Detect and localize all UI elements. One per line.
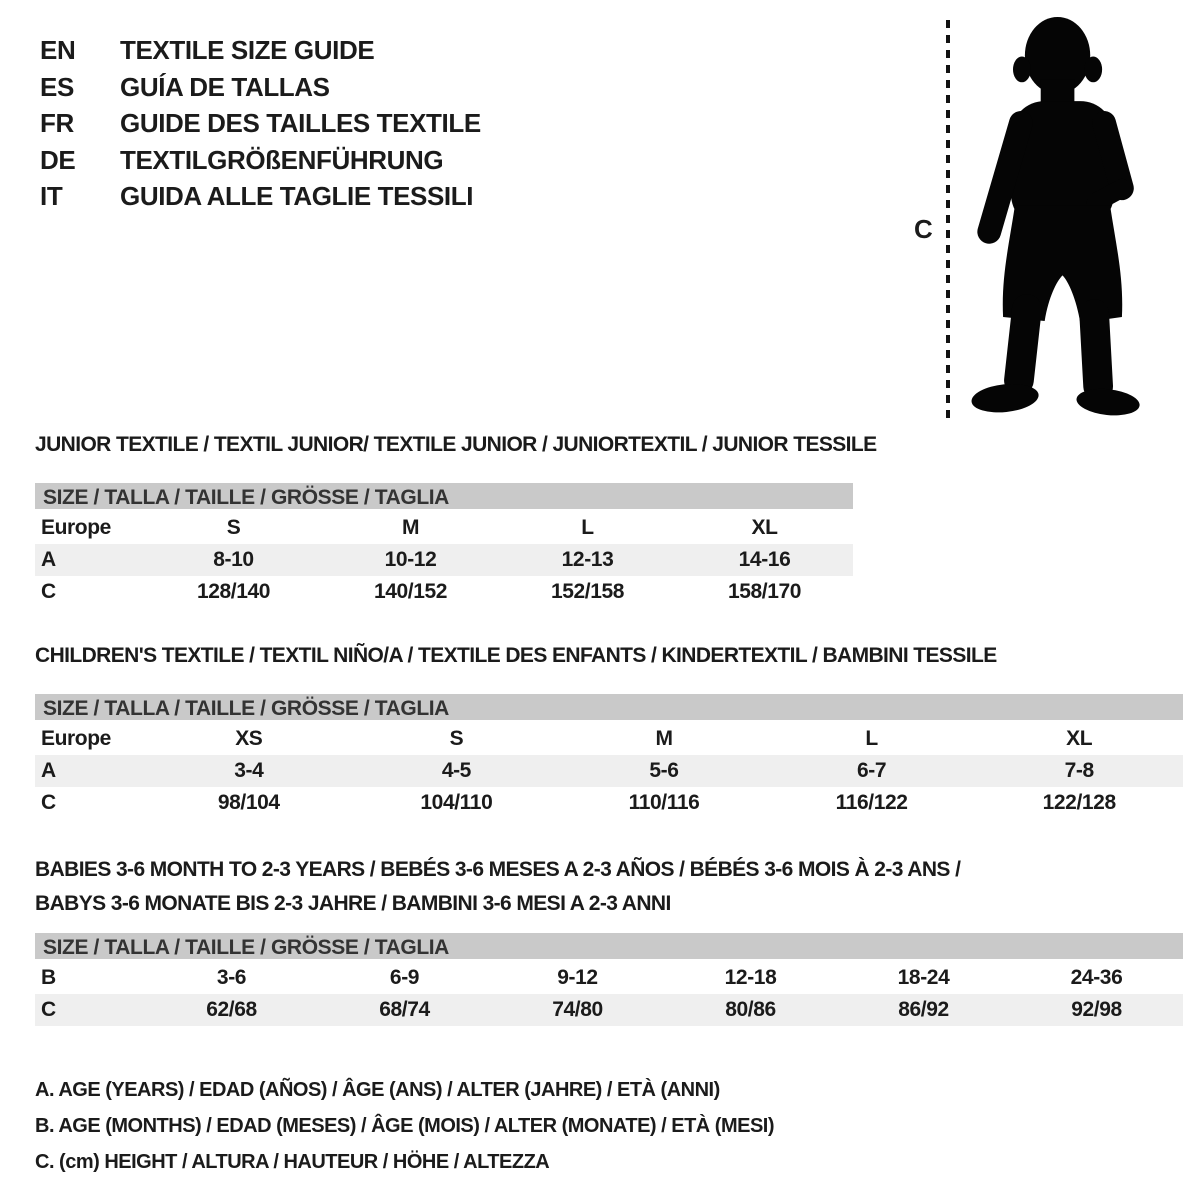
age-cell: 7-8	[1064, 759, 1094, 782]
row-label: A	[41, 759, 56, 782]
lang-row-fr	[40, 105, 481, 142]
baby-figure	[900, 12, 1190, 424]
row-label: C	[41, 791, 56, 814]
row-label: B	[41, 966, 56, 989]
section-title	[35, 853, 1165, 921]
height-cell: 92/98	[1071, 998, 1122, 1021]
height-cell: 80/86	[725, 998, 776, 1021]
legend-block	[35, 1072, 1165, 1180]
legend-line-b: B. AGE (MONTHS) / EDAD (MESES) / ÂGE (MOIS) / ALTER (MONATE) / ETÀ (MESI)	[35, 1115, 775, 1137]
size-cell: L	[581, 516, 594, 539]
table-row-age	[35, 544, 853, 576]
age-cell: 14-16	[738, 548, 791, 571]
table-row-europe	[35, 512, 853, 544]
lang-title: GUIDE DES TAILLES TEXTILE	[120, 108, 481, 138]
lang-code: ES	[40, 71, 74, 102]
age-cell: 4-5	[441, 759, 471, 782]
size-cell: M	[655, 727, 673, 750]
lang-title: GUIDA ALLE TAGLIE TESSILI	[120, 181, 474, 211]
height-cell: 104/110	[420, 791, 493, 814]
age-cell: 9-12	[557, 966, 598, 989]
height-measure-label: C	[914, 214, 933, 244]
size-cell: XL	[1066, 727, 1093, 750]
age-cell: 8-10	[213, 548, 254, 571]
lang-title: TEXTILGRÖßENFÜHRUNG	[120, 144, 444, 175]
legend-line-c: C. (cm) HEIGHT / ALTURA / HAUTEUR / HÖHE / ALTEZZA	[35, 1151, 550, 1173]
section-title: CHILDREN'S TEXTILE / TEXTIL NIÑO/A / TEXTILE DES ENFANTS / KINDERTEXTIL / BAMBINI TESSILE	[35, 644, 997, 667]
lang-row-it	[40, 178, 481, 215]
height-cell: 86/92	[898, 998, 949, 1021]
table-row-age-months	[35, 962, 1183, 994]
age-cell: 5-6	[649, 759, 679, 782]
section-title: JUNIOR TEXTILE / TEXTIL JUNIOR/ TEXTILE JUNIOR / JUNIORTEXTIL / JUNIOR TESSILE	[35, 433, 877, 456]
height-cell: 122/128	[1042, 791, 1116, 814]
section-babies-textile	[35, 853, 1165, 1026]
size-header-bar: SIZE / TALLA / TAILLE / GRÖSSE / TAGLIA	[35, 694, 1183, 723]
section-junior-textile	[35, 433, 1165, 608]
row-label: C	[41, 580, 56, 603]
row-label: Europe	[41, 727, 111, 750]
legend-line-a: A. AGE (YEARS) / EDAD (AÑOS) / ÂGE (ANS) / ALTER (JAHRE) / ETÀ (ANNI)	[35, 1079, 720, 1101]
size-cell: XL	[751, 516, 778, 539]
age-cell: 10-12	[384, 548, 437, 571]
age-cell: 12-18	[724, 966, 777, 989]
height-cell: 116/122	[835, 791, 908, 814]
lang-code: IT	[40, 181, 63, 211]
table-row-height	[35, 576, 853, 608]
size-header-bar: SIZE / TALLA / TAILLE / GRÖSSE / TAGLIA	[35, 483, 853, 512]
height-cell: 152/158	[550, 580, 625, 603]
size-tables	[35, 433, 1165, 1180]
size-cell: L	[865, 727, 878, 750]
height-cell: 110/116	[628, 791, 700, 814]
junior-size-table	[35, 483, 1165, 608]
height-cell: 74/80	[552, 998, 603, 1021]
children-size-table	[35, 694, 1165, 819]
lang-code: EN	[40, 35, 76, 65]
height-cell: 62/68	[206, 998, 257, 1021]
age-cell: 18-24	[897, 966, 950, 989]
age-cell: 3-6	[216, 966, 247, 989]
babies-size-table	[35, 933, 1165, 1026]
size-cell: S	[226, 516, 241, 539]
table-row-height	[35, 994, 1183, 1026]
section-title-line1: BABIES 3-6 MONTH TO 2-3 YEARS / BEBÉS 3-6 MESES A 2-3 AÑOS / BÉBÉS 3-6 MOIS À 2-3 ANS /	[35, 858, 961, 881]
row-label: C	[41, 998, 56, 1021]
lang-code: DE	[40, 144, 76, 175]
size-cell: M	[401, 516, 420, 539]
lang-title: GUÍA DE TALLAS	[120, 71, 330, 102]
size-header-bar: SIZE / TALLA / TAILLE / GRÖSSE / TAGLIA	[35, 933, 1183, 962]
row-label: Europe	[41, 516, 111, 539]
height-cell: 158/170	[727, 580, 802, 603]
age-cell: 3-4	[234, 759, 264, 782]
row-label: A	[41, 548, 56, 571]
baby-silhouette-icon	[960, 12, 1165, 418]
lang-code: FR	[40, 108, 74, 138]
table-row-europe	[35, 723, 1183, 755]
lang-row-de	[40, 142, 481, 179]
age-cell: 6-7	[857, 759, 887, 782]
table-row-height	[35, 787, 1183, 819]
age-cell: 12-13	[561, 548, 614, 571]
lang-row-en	[40, 32, 481, 69]
size-cell: S	[449, 727, 464, 750]
language-title-block	[40, 32, 481, 215]
table-row-age	[35, 755, 1183, 787]
lang-row-es	[40, 69, 481, 106]
section-title-line2: BABYS 3-6 MONATE BIS 2-3 JAHRE / BAMBINI 3-6 MESI A 2-3 ANNI	[35, 892, 671, 915]
section-childrens-textile	[35, 644, 1165, 819]
lang-title: TEXTILE SIZE GUIDE	[120, 35, 375, 65]
height-cell: 98/104	[217, 791, 280, 814]
height-cell: 140/152	[373, 580, 448, 603]
height-cell: 128/140	[196, 580, 271, 603]
age-cell: 6-9	[389, 966, 420, 989]
height-measure-line	[946, 20, 950, 418]
size-cell: XS	[235, 727, 263, 750]
height-cell: 68/74	[379, 998, 430, 1021]
age-cell: 24-36	[1070, 966, 1123, 989]
